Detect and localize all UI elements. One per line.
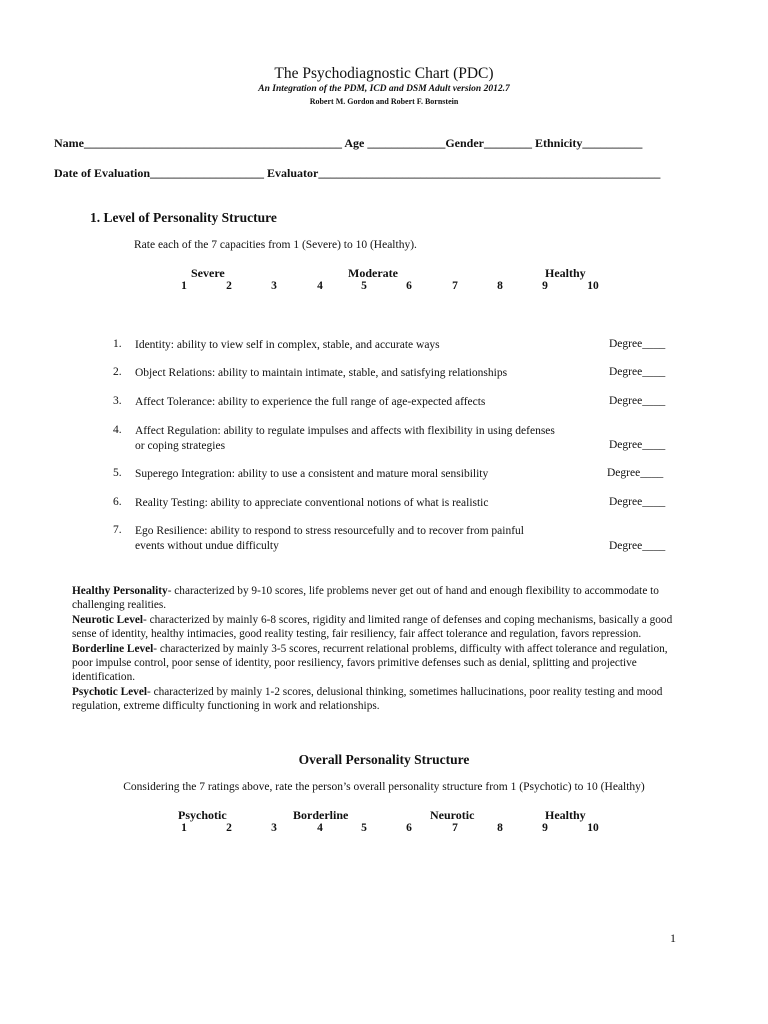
scale-number: 5 (361, 822, 367, 834)
scale-label-healthy: Healthy (545, 266, 586, 280)
item-text-affect-regulation: Affect Regulation: ability to regulate impulses and affects with flexibility in using defenses or coping strategies (135, 425, 555, 452)
document-title: The Psychodiagnostic Chart (PDC) (274, 65, 494, 82)
item-number: 1. (113, 338, 122, 350)
psychotic-level-description (72, 685, 682, 714)
item-number: 7. (113, 524, 122, 536)
scale-number: 4 (317, 822, 323, 834)
item-text-identity: Identity: ability to view self in complex, stable, and accurate ways (135, 339, 440, 351)
section-personality-structure-title: 1. Level of Personality Structure (90, 210, 277, 225)
degree-field[interactable]: Degree____ (609, 366, 666, 378)
scale-label-neurotic: Neurotic (430, 808, 475, 822)
degree-field[interactable]: Degree____ (609, 338, 666, 350)
scale-number: 3 (271, 822, 277, 834)
item-text-reality-testing: Reality Testing: ability to appreciate conventional notions of what is realistic (135, 497, 489, 509)
scale-number: 4 (317, 280, 323, 292)
scale-number: 8 (497, 822, 503, 834)
scale-label-severe: Severe (191, 266, 225, 280)
scale-label-borderline: Borderline (293, 808, 349, 822)
scale-number: 3 (271, 280, 277, 292)
item-number: 3. (113, 395, 122, 407)
item-text-superego-integration: Superego Integration: ability to use a consistent and mature moral sensibility (135, 468, 489, 480)
page-number: 1 (670, 931, 676, 945)
scale-number: 7 (452, 822, 458, 834)
date-evaluator-fields[interactable]: Date of Evaluation___________________ Evaluator_________________________________________________________ (54, 166, 661, 180)
item-number: 4. (113, 424, 122, 436)
scale-number: 10 (587, 822, 599, 834)
level-label: Neurotic Level (72, 613, 144, 626)
scale-number: 5 (361, 280, 367, 292)
scale-number: 8 (497, 280, 503, 292)
item-number: 5. (113, 467, 122, 479)
level-descriptions (72, 584, 682, 714)
scale-number: 2 (226, 822, 232, 834)
level-text: - characterized by mainly 3-5 scores, recurrent relational problems, difficulty with affect tolerance and regulation, poor impulse control, poor sense of identity, poor resiliency, favors primitive defenses such as denial, splitting and projective identification. (72, 642, 668, 684)
degree-field[interactable]: Degree____ (609, 540, 666, 552)
scale-number: 2 (226, 280, 232, 292)
item-number: 6. (113, 496, 122, 508)
item-number: 2. (113, 366, 122, 378)
neurotic-level-description (72, 613, 682, 642)
document-subtitle: An Integration of the PDM, ICD and DSM Adult version 2012.7 (258, 84, 510, 94)
scale-number: 9 (542, 280, 548, 292)
borderline-level-description (72, 642, 682, 685)
section-instruction: Rate each of the 7 capacities from 1 (Severe) to 10 (Healthy). (134, 239, 417, 251)
level-text: - characterized by mainly 1-2 scores, delusional thinking, sometimes hallucinations, poor reality testing and mood regulation, extreme difficulty functioning in work and relationships. (72, 685, 663, 713)
scale-number: 1 (181, 280, 187, 292)
item-text-affect-tolerance: Affect Tolerance: ability to experience the full range of age-expected affects (135, 396, 486, 408)
healthy-level-description (72, 584, 682, 613)
level-label: Borderline Level (72, 642, 154, 655)
scale-label-moderate: Moderate (348, 266, 398, 280)
degree-field[interactable]: Degree____ (609, 496, 666, 508)
level-label: Psychotic Level (72, 685, 147, 698)
item-text-ego-resilience: Ego Resilience: ability to respond to stress resourcefully and to recover from painful events without undue difficulty (135, 525, 524, 552)
item-text-object-relations: Object Relations: ability to maintain intimate, stable, and satisfying relationships (135, 367, 508, 379)
scale-number: 7 (452, 280, 458, 292)
degree-field[interactable]: Degree____ (609, 395, 666, 407)
level-label: Healthy Personality (72, 585, 168, 597)
name-age-gender-ethnicity-fields[interactable]: Name___________________________________________ Age _____________Gender________ Ethnicity__________ (54, 136, 643, 150)
scale-number: 6 (406, 280, 412, 292)
scale-label-healthy: Healthy (545, 808, 586, 822)
scale-number: 1 (181, 822, 187, 834)
overall-instruction: Considering the 7 ratings above, rate the person’s overall personality structure from 1 (Psychotic) to 10 (Healthy) (123, 781, 645, 793)
degree-field[interactable]: Degree____ (607, 467, 664, 479)
overall-structure-title: Overall Personality Structure (298, 752, 470, 767)
scale-number: 10 (587, 280, 599, 292)
scale-label-psychotic: Psychotic (178, 808, 227, 822)
level-text: - characterized by mainly 6-8 scores, rigidity and limited range of defenses and coping mechanisms, basically a good sense of identity, healthy intimacies, good reality testing, fair resiliency, fair affect tolerance and regulation, favors repression. (72, 613, 673, 641)
degree-field[interactable]: Degree____ (609, 439, 666, 451)
scale-number: 9 (542, 822, 548, 834)
document-authors: Robert M. Gordon and Robert F. Bornstein (309, 97, 459, 106)
scale-number: 6 (406, 822, 412, 834)
level-text: - characterized by 9-10 scores, life problems never get out of hand and enough flexibility to accommodate to challenging realities. (72, 585, 659, 612)
